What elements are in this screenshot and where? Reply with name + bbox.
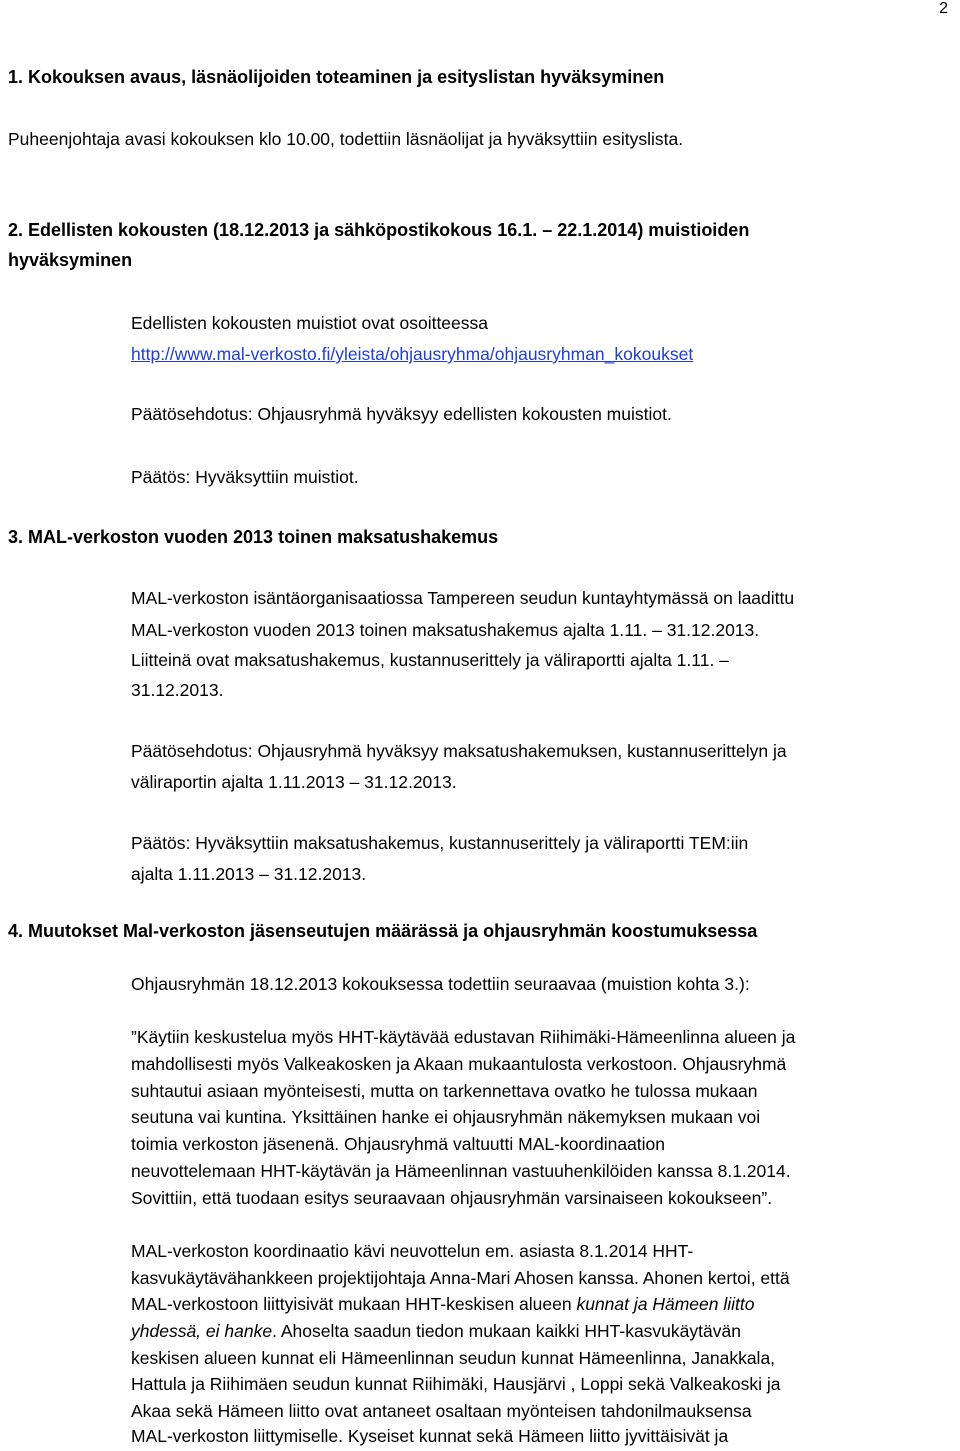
page-number: 2 — [939, 0, 948, 17]
minutes-link[interactable]: http://www.mal-verkosto.fi/yleista/ohjausryhma/ohjausryhman_kokoukset — [131, 344, 694, 364]
section-4-intro: Ohjausryhmän 18.12.2013 kokouksessa todettiin seuraavaa (muistion kohta 3.): — [131, 974, 750, 994]
paragraph-line: Akaa sekä Hämeen liitto ovat antaneet osaltaan myönteisen tahdonilmauksensa — [131, 1401, 752, 1421]
section-3-body-line: MAL-verkoston isäntäorganisaatiossa Tampereen seudun kuntayhtymässä on laadittu — [131, 588, 795, 608]
paragraph-text: . Ahoselta saadun tiedon mukaan kaikki HHT-kasvukäytävän — [272, 1321, 741, 1341]
quote-line: toimia verkoston jäsenenä. Ohjausryhmä valtuutti MAL-koordinaation — [131, 1134, 666, 1154]
section-1-heading: 1. Kokouksen avaus, läsnäolijoiden toteaminen ja esityslistan hyväksyminen — [8, 67, 665, 87]
paragraph-emphasis: kunnat ja Hämeen liitto — [576, 1294, 755, 1314]
section-2-heading-line-1: 2. Edellisten kokousten (18.12.2013 ja sähköpostikokous 16.1. – 22.1.2014) muistioiden — [8, 220, 750, 240]
section-3-body-line: MAL-verkoston vuoden 2013 toinen maksatushakemus ajalta 1.11. – 31.12.2013. — [131, 620, 760, 640]
section-3-heading: 3. MAL-verkoston vuoden 2013 toinen maksatushakemus — [8, 527, 499, 547]
section-3-decision-line: Päätös: Hyväksyttiin maksatushakemus, kustannuserittely ja väliraportti TEM:iin — [131, 833, 749, 853]
section-2-proposal: Päätösehdotus: Ohjausryhmä hyväksyy edellisten kokousten muistiot. — [131, 404, 672, 424]
quote-line: Sovittiin, että tuodaan esitys seuraavaan ohjausryhmän varsinaiseen kokoukseen”. — [131, 1188, 773, 1208]
section-2-decision: Päätös: Hyväksyttiin muistiot. — [131, 467, 359, 487]
section-3-proposal-line: väliraportin ajalta 1.11.2013 – 31.12.2013. — [131, 772, 457, 792]
section-2-intro: Edellisten kokousten muistiot ovat osoitteessa — [131, 313, 488, 333]
quote-line: ”Käytiin keskustelua myös HHT-käytävää edustavan Riihimäki-Hämeenlinna alueen ja — [131, 1027, 796, 1047]
paragraph-emphasis: yhdessä, ei hanke — [131, 1321, 273, 1341]
paragraph-line: MAL-verkoston koordinaatio kävi neuvottelun em. asiasta 8.1.2014 HHT- — [131, 1241, 694, 1261]
section-2-heading-line-2: hyväksyminen — [8, 250, 133, 270]
paragraph-line: MAL-verkoston liittymiselle. Kyseiset kunnat sekä Hämeen liitto jyvittäisivät ja — [131, 1426, 729, 1446]
paragraph-line — [131, 1291, 755, 1318]
section-3-body-line: Liitteinä ovat maksatushakemus, kustannuserittely ja väliraportti ajalta 1.11. – — [131, 650, 729, 670]
paragraph-line: keskisen alueen kunnat eli Hämeenlinnan seudun kunnat Hämeenlinna, Janakkala, — [131, 1348, 776, 1368]
section-3-proposal-line: Päätösehdotus: Ohjausryhmä hyväksyy maksatushakemuksen, kustannuserittelyn ja — [131, 741, 787, 761]
quote-line: neuvottelemaan HHT-käytävän ja Hämeenlinnan vastuuhenkilöiden kanssa 8.1.2014. — [131, 1161, 791, 1181]
section-1-text: Puheenjohtaja avasi kokouksen klo 10.00, todettiin läsnäolijat ja hyväksyttiin esityslista. — [8, 129, 684, 149]
section-3-body-line: 31.12.2013. — [131, 680, 224, 700]
quote-line: suhtautui asiaan myönteisesti, mutta on tarkennettava ovatko he tulossa mukaan — [131, 1081, 758, 1101]
paragraph-text: MAL-verkostoon liittyisivät mukaan HHT-keskisen alueen — [131, 1294, 577, 1314]
paragraph-line: Hattula ja Riihimäen seudun kunnat Riihimäki, Hausjärvi , Loppi sekä Valkeakoski ja — [131, 1374, 781, 1394]
section-4-heading: 4. Muutokset Mal-verkoston jäsenseutujen määrässä ja ohjausryhmän koostumuksessa — [8, 921, 758, 941]
section-3-decision-line: ajalta 1.11.2013 – 31.12.2013. — [131, 864, 367, 884]
paragraph-line — [131, 1318, 741, 1345]
quote-line: mahdollisesti myös Valkeakosken ja Akaan mukaantulosta verkostoon. Ohjausryhmä — [131, 1054, 787, 1074]
paragraph-line: kasvukäytävähankkeen projektijohtaja Anna-Mari Ahosen kanssa. Ahonen kertoi, että — [131, 1268, 790, 1288]
quote-line: seutuna vai kuntina. Yksittäinen hanke ei ohjausryhmän näkemyksen mukaan voi — [131, 1107, 761, 1127]
